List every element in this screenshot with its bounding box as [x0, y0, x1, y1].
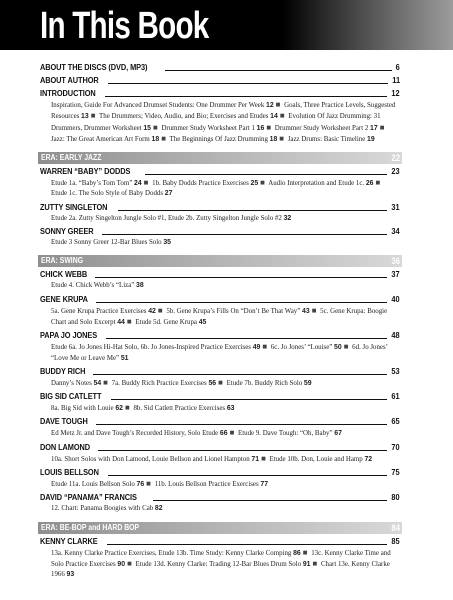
sub-text: 13c. Kenny Clarke Time and Solo Practice Exercises — [51, 549, 391, 568]
entry-page: 65 — [391, 416, 400, 427]
era-page: 22 — [391, 153, 400, 164]
sub-page: 56 — [208, 379, 217, 387]
separator-icon: ■ — [218, 379, 223, 386]
sub-page: 66 — [219, 430, 228, 438]
entry-title: SONNY GREER — [40, 226, 94, 237]
sub-page: 24 — [134, 180, 142, 188]
era-banner — [38, 522, 402, 534]
sub-page: 50 — [334, 344, 342, 352]
sub-page: 62 — [115, 405, 123, 413]
drummer-subentries — [40, 378, 400, 389]
sub-text: Etude 10b. Don, Louie and Hamp — [267, 455, 365, 463]
separator-icon: ■ — [161, 135, 166, 142]
separator-icon: ■ — [157, 307, 163, 314]
leader-line — [108, 83, 388, 84]
toc-entry[interactable] — [40, 61, 400, 73]
leader-line — [93, 374, 388, 375]
separator-icon: ■ — [229, 430, 235, 437]
leader-line — [108, 475, 387, 476]
sub-page: 67 — [334, 430, 342, 438]
separator-icon: ■ — [343, 344, 349, 351]
intro-section — [40, 61, 400, 99]
sub-text: Etude 1c. The Solo Style of Baby Dodds — [51, 190, 165, 198]
sub-text: 8a. Big Sid with Louie — [51, 405, 116, 413]
drummer-entry[interactable] — [40, 390, 400, 402]
leader-line — [96, 302, 388, 303]
drummer-subentries — [40, 342, 400, 364]
sub-text: 11b. Louis Bellson Practice Exercises — [152, 481, 261, 489]
sub-page: 59 — [303, 379, 312, 387]
entry-page: 31 — [391, 201, 400, 212]
entry-title: LOUIS BELLSON — [40, 467, 99, 478]
entry-title: ABOUT AUTHOR — [40, 75, 99, 85]
toc-entry[interactable] — [40, 74, 400, 86]
era-page: 36 — [391, 256, 400, 267]
separator-icon: ■ — [153, 124, 158, 131]
separator-icon: ■ — [262, 344, 268, 351]
separator-icon: ■ — [266, 124, 272, 131]
leader-line — [118, 210, 387, 211]
drummer-subentries — [40, 281, 400, 291]
sub-page: 90 — [117, 560, 126, 568]
entry-title: DAVID “PANAMA” FRANCIS — [40, 492, 137, 503]
sub-page: 86 — [293, 549, 301, 557]
leader-line — [165, 70, 392, 71]
separator-icon: ■ — [312, 560, 318, 567]
sub-page: 77 — [260, 481, 269, 489]
drummer-subentries — [40, 178, 400, 200]
entry-title: BIG SID CATLETT — [40, 391, 102, 402]
sub-page: 45 — [198, 318, 207, 326]
entry-page: 11 — [392, 75, 400, 85]
entry-page: 85 — [391, 535, 400, 546]
sub-text: Drummer Study Worksheet Part 1 — [159, 124, 257, 132]
leader-line — [102, 234, 387, 235]
entry-page: 53 — [391, 365, 400, 376]
leader-line — [107, 544, 388, 545]
separator-icon: ■ — [260, 180, 265, 187]
entry-title: ABOUT THE DISCS (DVD, MP3) — [40, 62, 148, 72]
sub-page: 12 — [266, 102, 274, 109]
separator-icon: ■ — [279, 113, 285, 120]
drummer-subentries — [40, 548, 400, 581]
leader-line — [106, 338, 387, 339]
separator-icon: ■ — [146, 481, 151, 488]
sub-text: Ed Metz Jr. and Dave Tough’s Recorded History, Solo Etude — [51, 430, 220, 438]
sub-text: Etude 13d. Kenny Clarke: Trading 12-Bar Blues Drum Solo — [133, 560, 303, 568]
sub-page: 19 — [367, 135, 375, 143]
drummer-entry[interactable] — [40, 415, 400, 427]
sub-text: 10a. Short Solos with Don Lamond, Louie Bellson and Lionel Hampton — [51, 455, 252, 463]
entry-title: DAVE TOUGH — [40, 416, 88, 427]
entry-title: KENNY CLARKE — [40, 535, 98, 546]
sub-page: 91 — [302, 560, 311, 568]
sub-text: 5a. Gene Krupa Practice Exercises — [51, 307, 149, 315]
drummer-entry[interactable] — [40, 268, 400, 280]
sub-page: 51 — [120, 354, 129, 362]
sub-text: Etude 4. Chick Webb’s “Liza” — [51, 282, 137, 290]
entry-page: 75 — [391, 467, 400, 478]
sub-text: The Beginnings Of Jazz Drumming — [167, 135, 270, 143]
separator-icon: ■ — [261, 455, 266, 462]
table-of-contents — [40, 60, 400, 582]
drummer-entry[interactable] — [40, 365, 400, 377]
drummer-entry[interactable] — [40, 201, 400, 213]
entry-page: 23 — [391, 166, 400, 177]
drummer-entry[interactable] — [40, 535, 400, 547]
entry-page: 6 — [395, 62, 400, 72]
sub-page: 71 — [251, 455, 260, 463]
separator-icon: ■ — [379, 124, 385, 131]
era-banner — [38, 152, 402, 164]
drummer-entry[interactable] — [40, 441, 400, 453]
leader-line — [145, 174, 387, 175]
page-title: In This Book — [40, 5, 209, 47]
sub-text: 12. Chart: Panama Boogies with Cab — [51, 505, 155, 513]
sub-text: 5b. Gene Krupa’s Fills On “Don’t Be That Way” — [164, 307, 303, 315]
entry-page: 48 — [391, 330, 400, 341]
leader-line — [95, 277, 388, 278]
sub-page: 49 — [252, 344, 261, 352]
header-fade — [290, 0, 453, 50]
separator-icon: ■ — [126, 318, 132, 325]
drummer-subentries — [40, 403, 400, 414]
sub-page: 72 — [364, 455, 373, 463]
separator-icon: ■ — [103, 379, 108, 386]
drummer-entry[interactable] — [40, 491, 400, 503]
entry-title: PAPA JO JONES — [40, 330, 98, 341]
separator-icon: ■ — [124, 405, 130, 412]
entry-title: DON LAMOND — [40, 441, 91, 452]
sub-text: 6d. Jo Jones’ “Love Me or Leave Me” — [51, 344, 388, 362]
drummer-subentries — [40, 504, 400, 514]
sub-page: 13 — [81, 113, 89, 121]
sub-page: 35 — [163, 239, 172, 247]
separator-icon: ■ — [311, 307, 317, 314]
sub-page: 44 — [117, 318, 125, 326]
sub-page: 26 — [365, 180, 374, 188]
entry-title: BUDDY RICH — [40, 365, 86, 376]
sub-page: 18 — [151, 135, 160, 143]
drummer-entry[interactable] — [40, 329, 400, 341]
sub-page: 16 — [256, 124, 265, 132]
era-banner — [38, 255, 402, 267]
sub-text: Drummer Study Worksheet Part 2 — [273, 124, 371, 132]
entry-title: WARREN “BABY” DODDS — [40, 166, 131, 177]
entry-page: 61 — [391, 391, 400, 402]
leader-line — [111, 399, 387, 400]
sub-text: 6c. Jo Jones’ “Louise” — [269, 344, 335, 352]
leader-line — [153, 500, 388, 501]
sub-page: 14 — [270, 113, 278, 121]
sub-page: 38 — [136, 282, 144, 290]
entry-page: 70 — [391, 441, 400, 452]
entry-title: INTRODUCTION — [40, 88, 96, 98]
drummer-entry[interactable] — [40, 225, 400, 237]
drummer-subentries — [40, 306, 400, 329]
leader-line — [98, 450, 387, 451]
sub-text: Etude 7b. Buddy Rich Solo — [224, 379, 304, 387]
entry-title: ZUTTY SINGLETON — [40, 201, 108, 212]
eras-section — [40, 152, 400, 580]
drummer-subentries — [40, 428, 400, 439]
sub-text: Goals, Three Practice Levels, Suggested Resources — [51, 102, 396, 121]
era-label: ERA: EARLY JAZZ — [41, 153, 102, 163]
sub-text: Etude 6a. Jo Jones Hi-Hat Solo, 6b. Jo Jones-Inspired Practice Exercises — [51, 344, 253, 352]
sub-page: 32 — [283, 214, 292, 222]
entry-page: 34 — [391, 226, 400, 237]
sub-text: Inspiration, Guide For Advanced Drumset Students: One Drummer Per Week — [51, 102, 266, 109]
entry-page: 37 — [391, 269, 400, 280]
sub-page: 25 — [250, 180, 259, 188]
sub-page: 42 — [148, 307, 156, 315]
era-page: 84 — [391, 522, 400, 533]
drummer-entry[interactable] — [40, 466, 400, 478]
sub-text: Etude 2a. Zutty Singelton Jungle Solo #1, Etude 2b. Zutty Singelton Jungle Solo #2 — [51, 214, 284, 222]
sub-text: Etude 1a. “Baby’s Tom Tom” — [51, 180, 134, 188]
sub-page: 76 — [136, 481, 145, 489]
era-label: ERA: BE-BOP and HARD BOP — [41, 522, 140, 532]
sub-page: 43 — [302, 307, 310, 315]
separator-icon: ■ — [375, 180, 381, 187]
separator-icon: ■ — [302, 549, 308, 556]
sub-text: 5c. Gene Krupa: Boogie Chart and Solo Excerpt — [51, 307, 388, 326]
sub-text: 1b. Baby Dodds Practice Exercises — [150, 180, 251, 188]
sub-page: 93 — [66, 571, 75, 579]
drummer-entry[interactable] — [40, 293, 400, 305]
leader-line — [105, 96, 388, 97]
sub-text: Jazz Drums: Basic Timeline — [286, 135, 367, 143]
entry-title: GENE KRUPA — [40, 293, 88, 304]
entry-title: CHICK WEBB — [40, 269, 88, 280]
separator-icon: ■ — [143, 180, 149, 187]
sub-page: 17 — [370, 124, 378, 132]
entry-page: 80 — [391, 492, 400, 503]
era-label: ERA: SWING — [41, 256, 84, 266]
sub-text: Etude 9. Dave Tough: “Oh, Baby” — [236, 430, 335, 438]
entry-page: 40 — [391, 293, 400, 304]
sub-text: Audio Interpretation and Etude 1c. — [266, 180, 366, 188]
drummer-subentries — [40, 479, 400, 490]
sub-text: Danny’s Notes — [51, 379, 94, 387]
intro-subentries — [40, 100, 400, 145]
leader-line — [96, 424, 388, 425]
sub-text: 8b. Sid Catlett Practice Exercises — [131, 405, 227, 413]
drummer-subentries — [40, 454, 400, 465]
drummer-subentries — [40, 214, 400, 224]
separator-icon: ■ — [127, 560, 132, 567]
separator-icon: ■ — [275, 102, 281, 108]
separator-icon: ■ — [90, 113, 96, 120]
sub-page: 54 — [93, 379, 102, 387]
entry-page: 12 — [391, 88, 400, 98]
sub-text: Jazz: The Great American Art Form — [51, 135, 152, 143]
sub-text: Etude 11a. Louis Bellson Solo — [51, 481, 137, 489]
sub-text: 7a. Buddy Rich Practice Exercises — [109, 379, 209, 387]
sub-page: 27 — [164, 190, 173, 198]
separator-icon: ■ — [279, 135, 285, 142]
sub-text: Chart 13e. Kenny Clarke 1966 — [51, 560, 390, 579]
sub-page: 15 — [143, 124, 151, 132]
sub-page: 63 — [226, 405, 235, 413]
sub-page: 18 — [269, 135, 278, 143]
drummer-subentries — [40, 238, 400, 248]
sub-text: 13a. Kenny Clarke Practice Exercises, Etude 13b. Time Study: Kenny Clarke Comping — [51, 549, 294, 557]
toc-entry[interactable] — [40, 87, 400, 99]
page-header — [0, 0, 453, 56]
sub-text: Etude 5d. Gene Krupa — [133, 318, 199, 326]
sub-page: 82 — [154, 505, 163, 513]
drummer-entry[interactable] — [40, 165, 400, 177]
sub-text: The Drummers; Video, Audio, and Bio; Exercises and Etudes — [97, 113, 271, 121]
sub-text: Evolution Of Jazz Drumming: 31 Drummers, Drummer Worksheet — [51, 113, 381, 132]
sub-text: Etude 3 Sonny Greer 12-Bar Blues Solo — [51, 239, 164, 247]
